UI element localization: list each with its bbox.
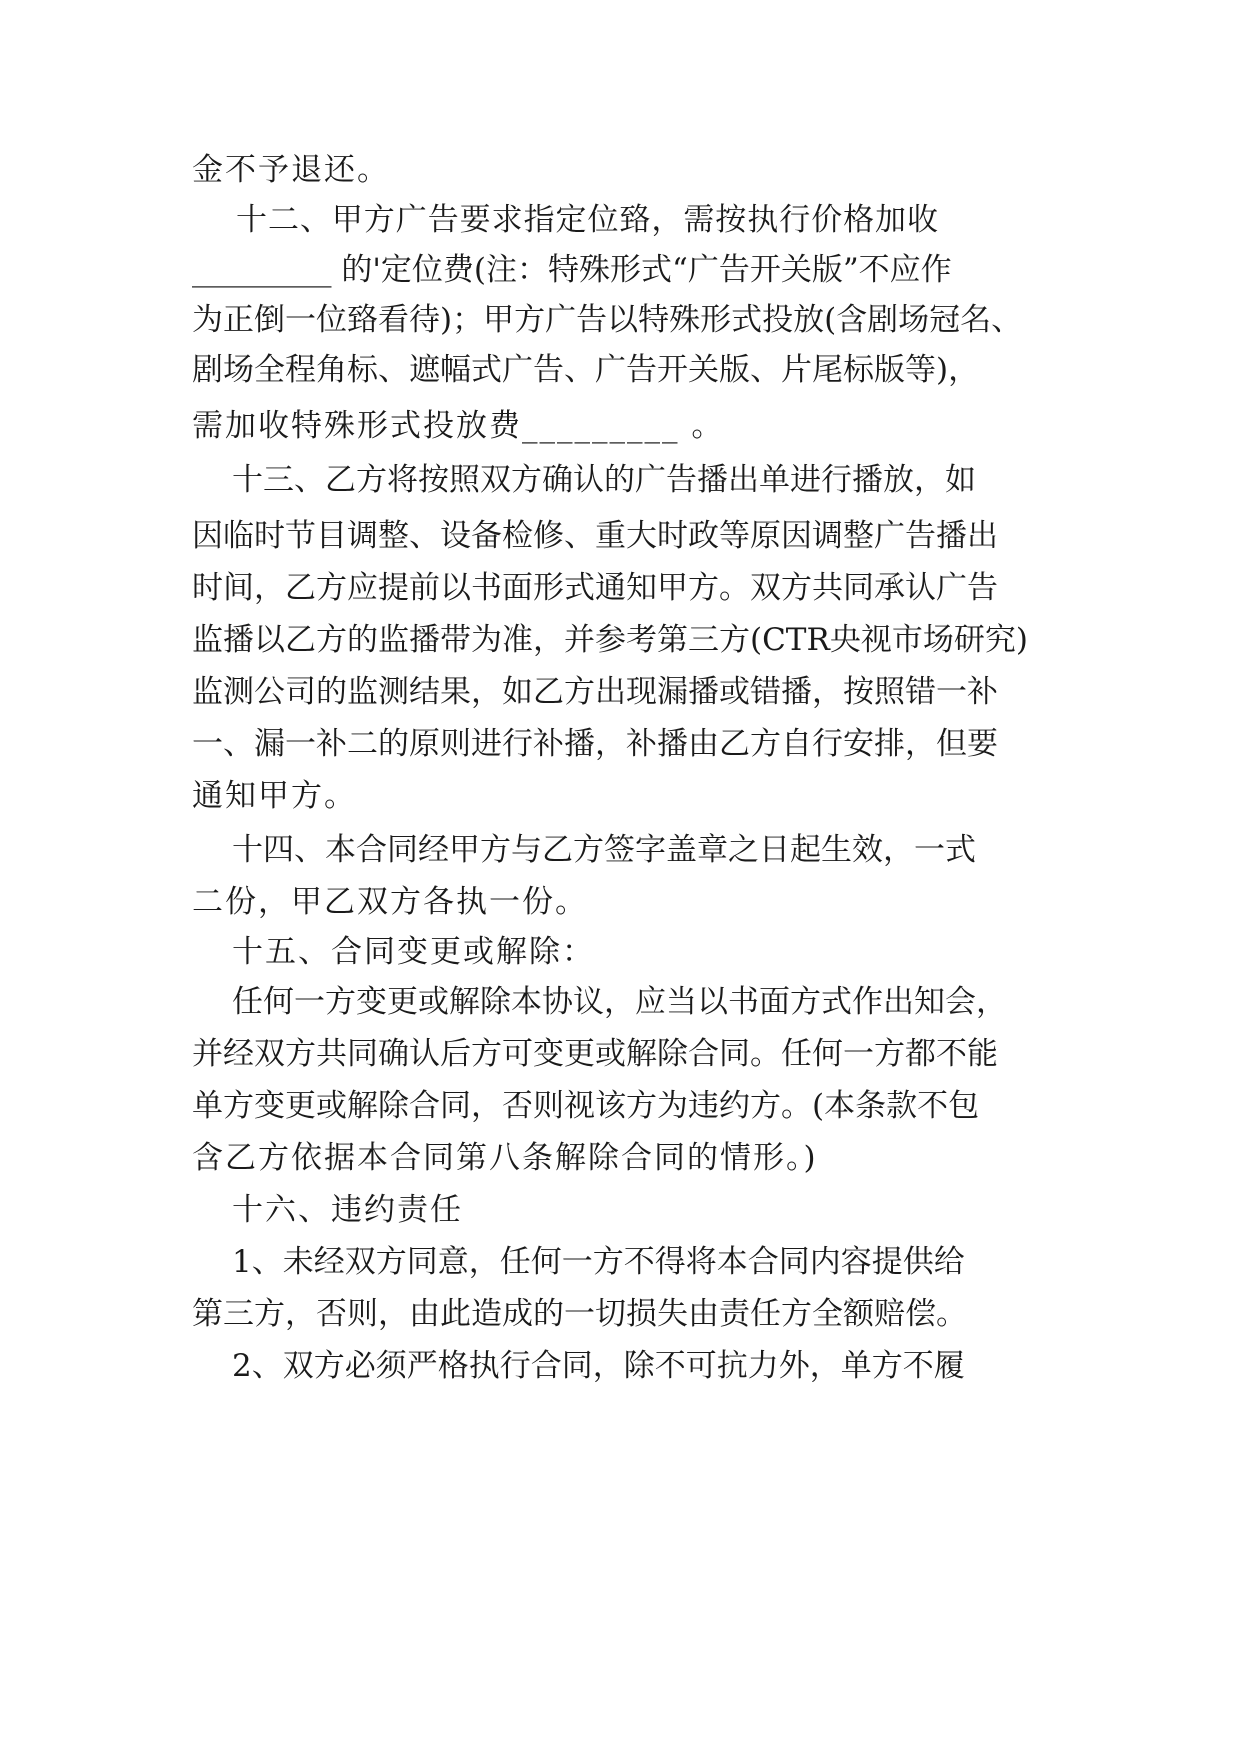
clause-15-heading: 十五、合同变更或解除： [232,934,595,970]
clause-13-line-1: 十三、乙方将按照双方确认的广告播出单进行播放，如 [232,462,976,498]
clause-15-line-2: 并经双方共同确认后方可变更或解除合同。任何一方都不能 [192,1036,998,1072]
clause-13-line-7: 通知甲方。 [192,778,357,814]
clause-12-line-4: 剧场全程角标、遮幅式广告、广告开关版、片尾标版等)， [192,352,980,388]
clause-13-line-6: 一、漏一补二的原则进行补播，补播由乙方自行安排，但要 [192,726,998,762]
clause-16-item-2-line-1: 2、双方必须严格执行合同，除不可抗力外，单方不履 [232,1348,965,1384]
clause-15-line-3: 单方变更或解除合同，否则视该方为违约方。(本条款不包 [192,1088,980,1124]
clause-13-line-3: 时间，乙方应提前以书面形式通知甲方。双方共同承认广告 [192,570,998,606]
clause-15-line-4: 含乙方依据本合同第八条解除合同的情形。) [192,1140,818,1176]
clause-16-item-1-line-2: 第三方，否则，由此造成的一切损失由责任方全额赔偿。 [192,1296,967,1332]
clause-15-line-1: 任何一方变更或解除本协议，应当以书面方式作出知会， [232,984,1007,1020]
clause-16-heading: 十六、违约责任 [232,1192,463,1228]
clause-12-line-5: 需加收特殊形式投放费_________ 。 [192,408,725,444]
clause-12-line-1: 十二、甲方广告要求指定位臵，需按执行价格加收 [236,202,938,238]
clause-14-line-2: 二份，甲乙双方各执一份。 [192,884,588,920]
clause-13-line-5: 监测公司的监测结果，如乙方出现漏播或错播，按照错一补 [192,674,998,710]
clause-12-line-2: _________ 的'定位费(注：特殊形式“广告开关版”不应作 [192,252,952,288]
text-line-1: 金不予退还。 [192,152,390,188]
clause-13-line-4: 监播以乙方的监播带为准，并参考第三方(CTR央视市场研究) [192,622,1028,658]
clause-13-line-2: 因临时节目调整、设备检修、重大时政等原因调整广告播出 [192,518,998,554]
clause-12-line-3: 为正倒一位臵看待)；甲方广告以特殊形式投放(含剧场冠名、 [192,302,1023,338]
clause-16-item-1-line-1: 1、未经双方同意，任何一方不得将本合同内容提供给 [232,1244,965,1280]
clause-14-line-1: 十四、本合同经甲方与乙方签字盖章之日起生效，一式 [232,832,976,868]
